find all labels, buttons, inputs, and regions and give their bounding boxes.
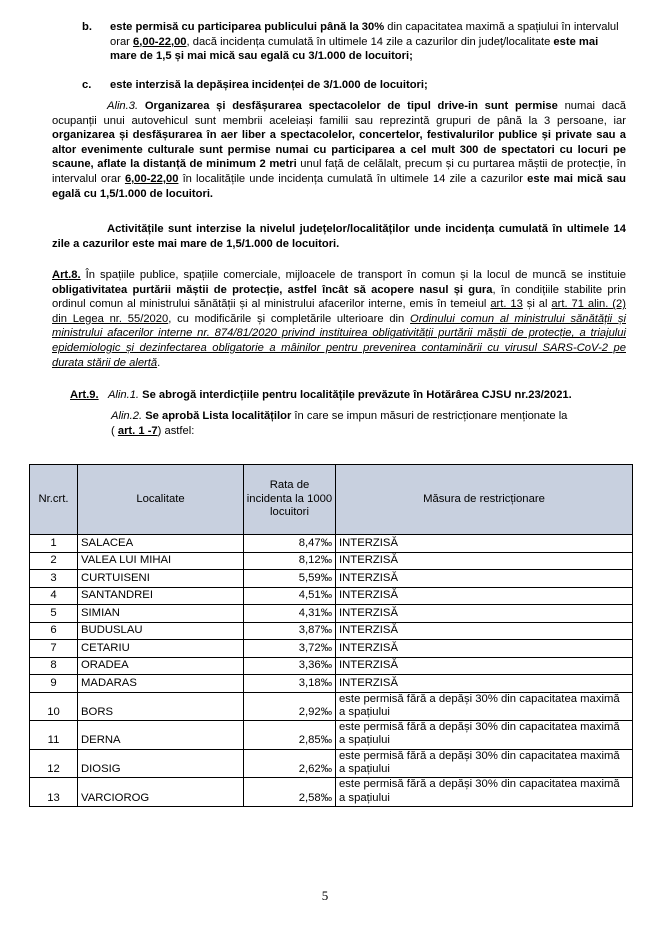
table-row: 7 CETARIU 3,72‰ INTERZISĂ [30,640,633,658]
header-rate: Rata de incidenta la 1000 locuitori [244,465,336,535]
table-row: 2 VALEA LUI MIHAI 8,12‰ INTERZISĂ [30,552,633,570]
table-row: 8 ORADEA 3,36‰ INTERZISĂ [30,657,633,675]
item-text: este permisă cu participarea publicului până la 30% din capacitatea maximă a spațiului în intervalul orar 6,00-22,00, dacă incidența cumulată în ultimele 14 zile a cazurilor din județ/localitate este mai mare de 1,5 și mai mică sau egală cu 3/1.000 de locuitori; [110,21,619,62]
table-row: 5 SIMIAN 4,31‰ INTERZISĂ [30,605,633,623]
table-row: 11 DERNA 2,85‰ este permisă fără a depăși 30% din capacitatea maximă a spațiului [30,721,633,750]
table-row: 4 SANTANDREI 4,51‰ INTERZISĂ [30,587,633,605]
law-link[interactable]: art. 71 alin. (2) din Legea nr. 55/2020 [52,298,626,325]
page-number: 5 [321,888,329,903]
item-letter: c. [82,79,92,91]
alin-label: Alin.3. [107,100,139,112]
art9-alin1: Art.9. Alin.1. Se abrogă interdicțiile pentru localitățile prevăzute în Hotărârea CJSU nr.23/2021. [70,389,572,401]
table-row: 12 DIOSIG 2,62‰ este permisă fără a depăși 30% din capacitatea maximă a spațiului [30,749,633,778]
table-row: 9 MADARAS 3,18‰ INTERZISĂ [30,675,633,693]
item-text: este interzisă la depășirea incidenței de 3/1.000 de locuitori; [110,79,428,91]
header-localitate: Localitate [78,465,244,535]
list-item-c [82,78,622,93]
list-item-b [82,20,622,64]
restriction-table [29,464,633,807]
table-row: 13 VARCIOROG 2,58‰ este permisă fără a depăși 30% din capacitatea maximă a spațiului [30,778,633,807]
header-measure: Măsura de restricționare [336,465,633,535]
activity-ban-paragraph: Activitățile sunt interzise la nivelul județelor/localităților unde incidența cumulată în ultimele 14 zile a cazurilor este mai mare de 1,5/1.000 de locuitori. [52,223,626,250]
law-link[interactable]: art. 13 [490,298,523,311]
article-label: Art.8. [52,269,81,281]
order-link[interactable]: Ordinului comun al ministrului sănătății și ministrului afacerilor interne nr. 874/81/2020 privind instituirea obligativității purtării măștii de protecție, a triajului epidemiologic și dezinfectarea obligatorie a mâinilor pentru prevenirea contaminării cu virusul SARS-CoV-2 pe durata stării de alertă [52,312,627,369]
table-row: 10 BORS 2,92‰ este permisă fără a depăși 30% din capacitatea maximă a spațiului [30,692,633,721]
header-nr: Nr.crt. [30,465,78,535]
table-header-row [30,465,633,535]
table-row: 3 CURTUISENI 5,59‰ INTERZISĂ [30,570,633,588]
alin3-paragraph: Alin.3. Organizarea și desfășurarea spectacolelor de tipul drive-in sunt permise numai dacă ocupanții unui autovehicul sunt membrii aceleiași familii sau reprezintă grupuri de până la 3 persoane, iar organizarea și desfășurarea în aer liber a spectacolelor, concertelor, festivalurilor publice și private sau a altor evenimente culturale sunt permise numai cu participarea a cel mult 300 de spectatori cu locuri pe scaune, aflate la distanță de minimum 2 metri unul față de celălalt, precum și cu purtarea măștii de protecție, în intervalul orar 6,00-22,00 în localitățile unde incidența cumulată în ultimele 14 zile a cazurilor este mai mică sau egală cu 1,5/1.000 de locuitori. [52,100,627,200]
table-row: 1 SALACEA 8,47‰ INTERZISĂ [30,535,633,553]
article-ref-link[interactable]: art. 1 -7 [117,424,158,437]
art8-paragraph: Art.8. În spațiile publice, spațiile comerciale, mijloacele de transport în comun și la locul de muncă se instituie obligativitatea purtării măștii de protecție, astfel încât să acopere nasul și gura, în condițiile stabilite prin ordinul comun al ministrului sănătății și al ministrului afacerilor interne, emis în temeiul art. 13 și al art. 71 alin. (2) din Legea nr. 55/2020, cu modificările și completările ulterioare din Ordinului comun al ministrului sănătății și ministrului afacerilor interne nr. 874/81/2020 privind instituirea obligativității purtării măștii de protecție, a triajului epidemiologic și dezinfectarea obligatorie a mâinilor pentru prevenirea contaminării cu virusul SARS-CoV-2 pe durata stării de alertă. [52,269,627,369]
table-row: 6 BUDUSLAU 3,87‰ INTERZISĂ [30,622,633,640]
art9-alin2: Alin.2. Se aprobă Lista localităților în care se impun măsuri de restricționare menționate la ( art. 1 -7) astfel: [111,410,568,437]
article-label: Art.9. [70,389,99,401]
item-letter: b. [82,21,92,33]
